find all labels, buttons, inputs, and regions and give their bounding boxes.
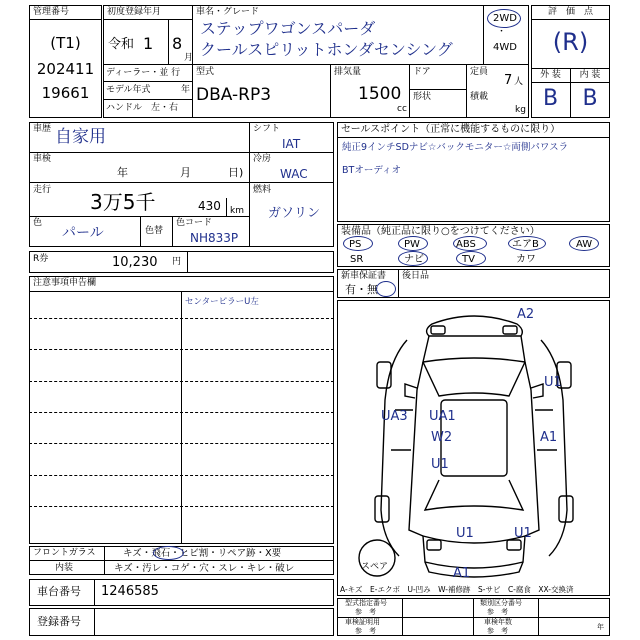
shift-label: シフト [253,124,281,134]
car-name-2: クールスピリットホンダセンシング [200,40,453,59]
ext-grade: B [542,86,559,111]
equip-pw: PW [404,239,420,250]
paint-label: 色替 [145,226,164,236]
mgmt-code: (T1) [50,34,81,52]
ref-year-label: 車検年数 [484,618,512,626]
fuel-value: ガソリン [268,206,321,221]
mgmt-num1: 202411 [36,60,95,78]
model-year-unit: 年 [181,85,191,95]
ref-cert-year: 年 [597,623,604,631]
cap-label: 定員 [470,67,489,77]
return-label: 後日品 [402,271,430,281]
usage-label: 車歴 [33,124,52,134]
regnum-label: 登録番号 [37,615,81,628]
sales-line-1: 純正9インチSDナビ☆バックモニター☆両側パワスラ [342,142,569,153]
interior-value: キズ・汚レ・コゲ・穴・スレ・キレ・破レ [114,563,295,574]
reg-month-unit: 月 [184,53,194,63]
glass-label: フロントガラス [33,548,96,558]
ref-2: 参 考 [487,608,508,616]
recycle-label: R券 [33,254,49,264]
door-label: ドア [413,67,431,77]
ref-4: 参 考 [487,627,508,635]
mileage-small: 430 [198,199,221,213]
ext-label: 外 装 [540,70,561,80]
color-value: パール [62,225,104,241]
equip-abs-circle [453,236,487,251]
ref-model-spec: 型式指定番号 [345,599,387,607]
damage-mark-u1-rear-left: U1 [456,526,474,541]
equip-navi-circle [398,251,428,266]
equip-ps-circle [343,236,373,251]
mileage-label: 走行 [33,185,52,195]
inspection-day-unit: 日) [228,166,244,179]
ac-label: 冷房 [253,154,272,164]
damage-mark-ua3: UA3 [381,409,408,424]
model-label: 型式 [196,67,215,77]
mgmt-num2: 19661 [41,84,90,102]
chassis-label: 車台番号 [37,585,81,598]
drive-2wd: 2WD [493,13,517,24]
glass-circle [153,546,184,560]
usage-value: 自家用 [55,127,106,147]
disp-unit: cc [397,104,407,114]
chassis-value: 1246585 [101,584,159,599]
inspection-year-unit: 年 [117,166,128,179]
load-unit: kg [515,105,526,115]
car-label: 車名・グレード [196,7,260,17]
disp-value: 1500 [358,84,402,104]
interior-label: 内装 [55,563,74,573]
damage-mark-a1-right: A1 [540,430,558,445]
warranty-label: 新車保証書 [341,271,387,281]
inspection-month-unit: 月 [180,166,191,179]
reg-label: 初度登録年月 [107,7,162,17]
mgmt-label: 管理番号 [33,7,70,17]
glass-value: キズ・飛石・ヒビ割・リペア跡・X要 [123,548,282,559]
recycle-unit: 円 [172,257,182,267]
damage-mark-u1-center: U1 [431,457,449,472]
dealer-label: ディーラー・並 行 [106,68,181,78]
ref-1: 参 考 [355,608,376,616]
mileage-value: 3万5千 [90,190,156,214]
recycle-value: 10,230 [112,255,158,270]
model-year-label: モデル年式 [106,85,151,95]
disp-label: 排気量 [334,67,362,77]
color-label: 色 [33,218,43,228]
grade-label: 評 価 点 [547,7,593,17]
equip-aw: AW [576,239,593,250]
equip-airbag: エアB [512,239,539,250]
sales-label: セールスポイント（正常に機能するものに限り） [341,124,561,135]
model-value: DBA-RP3 [196,85,272,105]
drive-4wd: 4WD [493,42,517,53]
equip-abs: ABS [456,239,476,250]
code-label: 色コード [176,218,213,228]
drive-dot: ・ [497,27,507,37]
ref-cert-label: 車検証明用 [345,618,380,626]
handle-label: ハンドル 左・右 [106,103,179,113]
shift-value: IAT [282,137,301,151]
ref-3: 参 考 [355,627,376,635]
car-diagram [337,300,610,596]
damage-mark-a2: A2 [517,307,535,322]
shape-label: 形状 [413,92,432,102]
equip-aw-circle [569,236,599,251]
equip-airbag-circle [508,236,546,251]
warranty-circle [376,281,396,297]
equip-navi: ナビ [404,254,424,265]
damage-mark-w2: W2 [431,430,453,445]
notes-entry: センターピラーU左 [185,297,259,307]
fuel-label: 燃料 [253,185,272,195]
equip-ps: PS [349,239,362,250]
equip-tv: TV [462,254,475,265]
equip-label: 装備品（純正品に限り○をつけてください） [341,226,540,237]
equip-pw-circle [398,236,428,251]
cap-value: 7 [504,73,513,88]
drive-2wd-circle [487,9,521,28]
reg-year: 1 [143,34,154,53]
notes-label: 注意事項申告欄 [33,278,97,288]
damage-mark-a1-rear: A1 [453,566,471,581]
damage-mark-u1-rear-right: U1 [514,526,532,541]
spare-label: スペア [361,562,389,572]
grade-score: (R) [552,28,589,56]
int-grade: B [582,86,598,111]
mileage-unit: km [230,206,244,216]
reg-month: 8 [172,34,183,53]
reg-era: 令和 [108,37,135,52]
damage-mark-u1-right-front: U1 [544,375,562,390]
inspection-label: 車検 [33,154,52,164]
ref-class-num: 類別区分番号 [480,599,522,607]
code-value: NH833P [190,231,239,245]
equip-leather: カワ [516,254,536,265]
int-label: 内 装 [579,70,601,80]
cap-unit: 人 [514,77,524,87]
ac-value: WAC [280,167,308,181]
warranty-value: 有・無 [345,283,378,296]
damage-legend: A-キズ E-エクボ U-凹み W-補修跡 S-サビ C-腐食 XX-交換済 [340,585,574,594]
load-label: 積載 [470,92,489,102]
damage-mark-ua1: UA1 [429,409,456,424]
equip-tv-circle [456,251,486,266]
equip-sr: SR [350,254,364,265]
recycle-box [29,251,334,273]
sales-line-2: BTオーディオ [342,165,402,176]
car-name-1: ステップワゴンスパーダ [200,19,376,38]
